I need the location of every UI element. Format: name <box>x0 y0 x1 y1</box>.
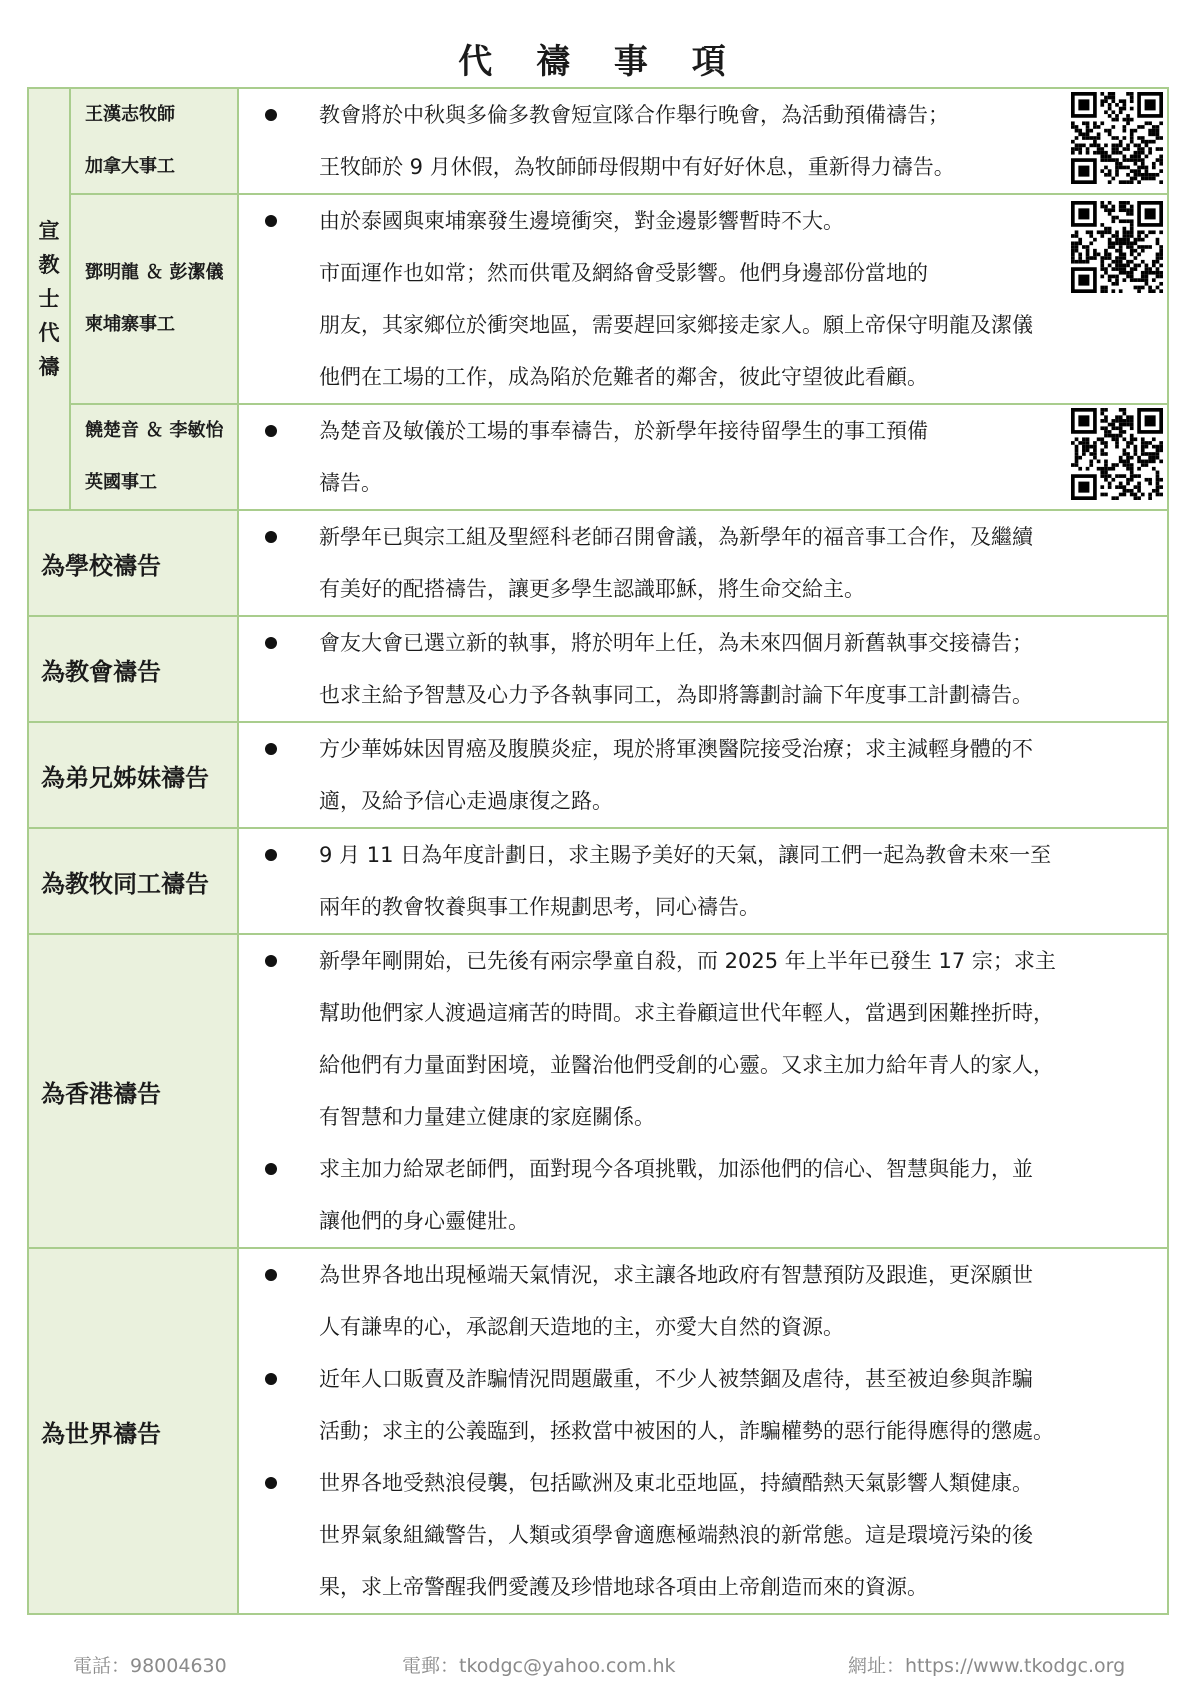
section-row-school <box>28 510 1168 616</box>
missionary-content-cell <box>238 194 1168 404</box>
bullet-icon <box>265 1477 277 1489</box>
missionary-row <box>28 88 1168 194</box>
prayer-item: 求主加力給眾老師們，面對現今各項挑戰，加添他們的信心、智慧與能力，並 讓他們的身心靈健壯。 <box>265 1143 1161 1247</box>
bullet-icon <box>265 955 277 967</box>
section-label: 為世界禱告 <box>41 1419 161 1448</box>
bullet-icon <box>265 531 277 543</box>
prayer-item: 為世界各地出現極端天氣情況，求主讓各地政府有智慧預防及跟進，更深願世 人有謙卑的心，承認創天造地的主，亦愛大自然的資源。 <box>265 1249 1161 1353</box>
section-label-cell <box>28 1248 238 1614</box>
missionary-name-cell <box>70 404 238 510</box>
section-label: 為學校禱告 <box>41 551 161 580</box>
prayer-item: 新學年已與宗工組及聖經科老師召開會議，為新學年的福音事工合作，及繼續 有美好的配搭禱告，讓更多學生認識耶穌，將生命交給主。 <box>265 511 1161 615</box>
section-label: 為弟兄姊妹禱告 <box>41 763 209 792</box>
bullet-icon <box>265 1269 277 1281</box>
bullet-icon <box>265 109 277 121</box>
bullet-icon <box>265 1163 277 1175</box>
missionary-label-cell <box>28 88 70 510</box>
qr-code-icon[interactable] <box>1071 408 1163 500</box>
prayer-table <box>27 87 1169 1615</box>
missionary-name-cell <box>70 194 238 404</box>
section-row-members <box>28 722 1168 828</box>
prayer-item: 教會將於中秋與多倫多教會短宣隊合作舉行晚會，為活動預備禱告； 王牧師於 9 月休假，為牧師師母假期中有好好休息，重新得力禱告。 <box>265 89 1161 193</box>
missionary-row <box>28 404 1168 510</box>
missionary-row <box>28 194 1168 404</box>
bullet-icon <box>265 743 277 755</box>
section-label-cell <box>28 828 238 934</box>
bullet-icon <box>265 637 277 649</box>
prayer-item: 近年人口販賣及詐騙情況問題嚴重，不少人被禁錮及虐待，甚至被迫參與詐騙 活動；求主的公義臨到，拯救當中被困的人，詐騙權勢的惡行能得應得的懲處。 <box>265 1353 1161 1457</box>
section-content-cell <box>238 616 1168 722</box>
footer-website[interactable]: 網址：https://www.tkodgc.org <box>848 1655 1126 1677</box>
section-label-cell <box>28 616 238 722</box>
prayer-item: 世界各地受熱浪侵襲，包括歐洲及東北亞地區，持續酷熱天氣影響人類健康。 世界氣象組織警告，人類或須學會適應極端熱浪的新常態。這是環境污染的後 果，求上帝警醒我們愛護及珍惜地球各項由上帝創造而來的資源。 <box>265 1457 1161 1613</box>
section-content-cell <box>238 828 1168 934</box>
footer-email[interactable]: 電郵：tkodgc@yahoo.com.hk <box>402 1655 676 1677</box>
section-label: 為教牧同工禱告 <box>41 869 209 898</box>
prayer-item: 新學年剛開始，已先後有兩宗學童自殺，而 2025 年上半年已發生 17 宗；求主 幫助他們家人渡過這痛苦的時間。求主眷顧這世代年輕人，當遇到困難挫折時， 給他們有力量面對困境，並醫治他們受創的心靈。又求主加力給年青人的家人， 有智慧和力量建立健康的家庭關係。 <box>265 935 1161 1143</box>
qr-code-icon[interactable] <box>1071 92 1163 184</box>
section-label-cell <box>28 510 238 616</box>
prayer-item: 由於泰國與柬埔寨發生邊境衝突，對金邊影響暫時不大。 市面運作也如常；然而供電及網絡會受影響。他們身邊部份當地的 朋友，其家鄉位於衝突地區，需要趕回家鄉接走家人。願上帝保守明龍及潔儀 他們在工場的工作，成為陷於危難者的鄰舍，彼此守望彼此看顧。 <box>265 195 1161 403</box>
prayer-item: 為楚音及敏儀於工場的事奉禱告，於新學年接待留學生的事工預備 禱告。 <box>265 405 1161 509</box>
missionary-name: 饒楚音 ＆ 李敏怡 英國事工 <box>85 420 224 493</box>
footer-phone: 電話：98004630 <box>73 1655 227 1677</box>
missionary-label: 宣 教 士 代 禱 <box>38 219 60 379</box>
section-label: 為香港禱告 <box>41 1079 161 1108</box>
section-content-cell <box>238 510 1168 616</box>
bullet-icon <box>265 215 277 227</box>
section-row-church <box>28 616 1168 722</box>
missionary-name-cell <box>70 88 238 194</box>
missionary-name: 王漢志牧師 加拿大事工 <box>85 104 175 177</box>
prayer-item: 9 月 11 日為年度計劃日，求主賜予美好的天氣，讓同工們一起為教會未來一至 兩年的教會牧養與事工作規劃思考，同心禱告。 <box>265 829 1161 933</box>
qr-code-icon[interactable] <box>1071 201 1163 293</box>
section-label: 為教會禱告 <box>41 657 161 686</box>
bullet-icon <box>265 425 277 437</box>
section-row-hongkong <box>28 934 1168 1248</box>
section-content-cell <box>238 934 1168 1248</box>
prayer-item: 方少華姊妹因胃癌及腹膜炎症，現於將軍澳醫院接受治療；求主減輕身體的不 適，及給予信心走過康復之路。 <box>265 723 1161 827</box>
section-label-cell <box>28 934 238 1248</box>
missionary-content-cell <box>238 404 1168 510</box>
section-row-staff <box>28 828 1168 934</box>
missionary-name: 鄧明龍 ＆ 彭潔儀 柬埔寨事工 <box>85 262 224 335</box>
prayer-item: 會友大會已選立新的執事，將於明年上任，為未來四個月新舊執事交接禱告； 也求主給予智慧及心力予各執事同工，為即將籌劃討論下年度事工計劃禱告。 <box>265 617 1161 721</box>
section-row-world <box>28 1248 1168 1614</box>
page-title: 代 禱 事 項 <box>458 42 742 82</box>
missionary-content-cell <box>238 88 1168 194</box>
bullet-icon <box>265 849 277 861</box>
section-label-cell <box>28 722 238 828</box>
section-content-cell <box>238 1248 1168 1614</box>
section-content-cell <box>238 722 1168 828</box>
bullet-icon <box>265 1373 277 1385</box>
